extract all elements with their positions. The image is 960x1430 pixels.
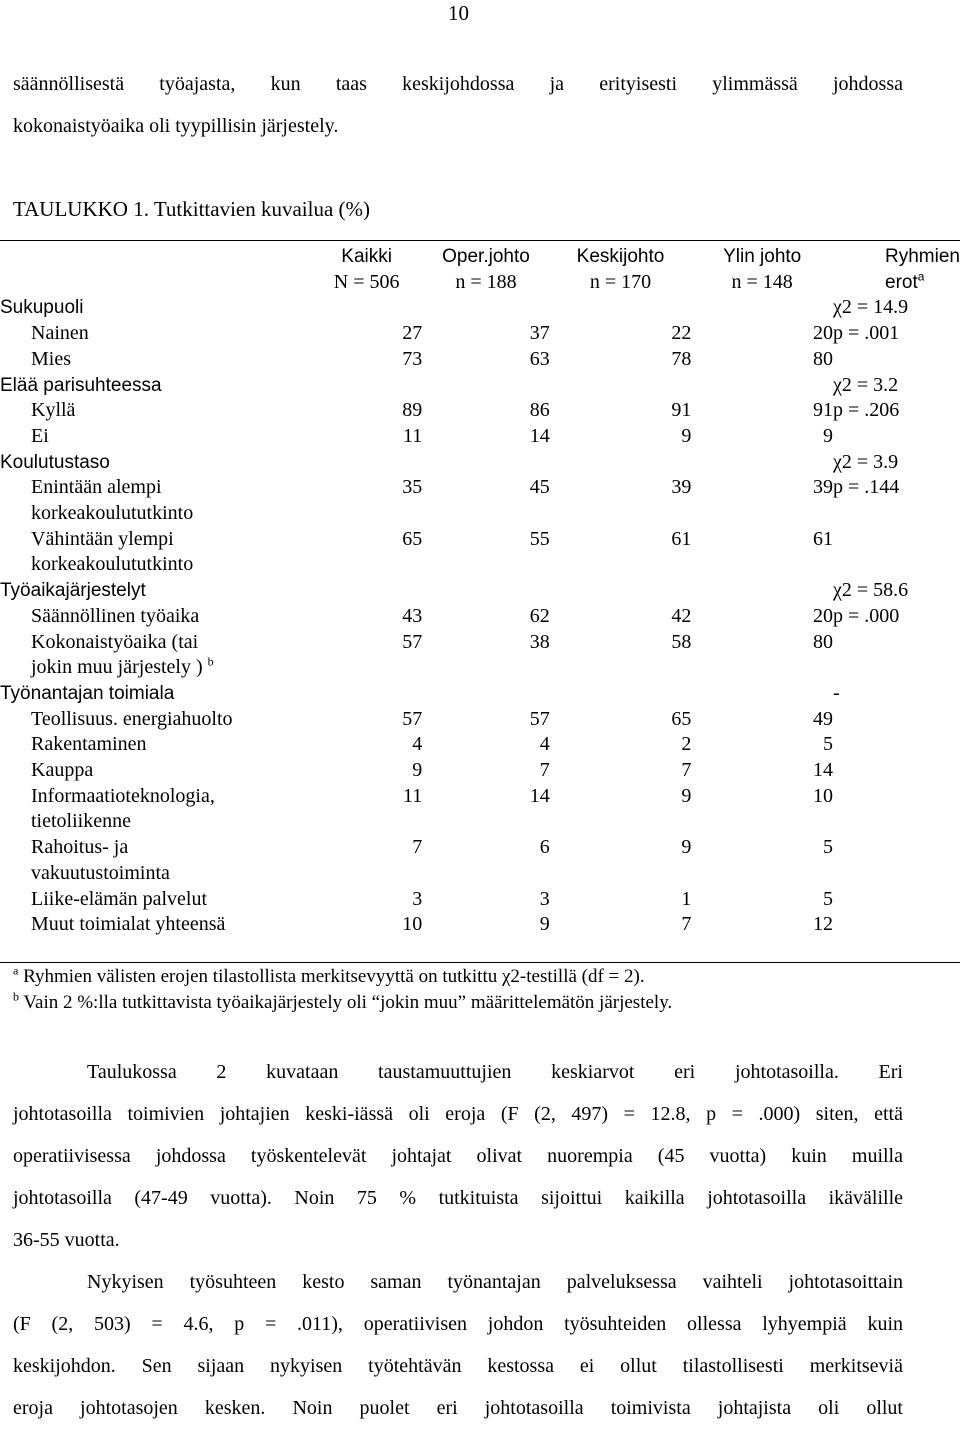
row-label-continuation (0, 861, 311, 887)
row-label (0, 424, 311, 450)
value-cell: 89 (402, 399, 423, 422)
value-cell (422, 373, 549, 399)
value-cell (311, 450, 422, 476)
row-label (0, 887, 311, 913)
value-cell: 9 (681, 784, 692, 807)
value-cell: 80 (813, 347, 834, 370)
group-difference-cell (833, 501, 960, 527)
intro-line: säännöllisestä työajasta, kun taas keskijohdossa ja erityisesti ylimmässä johdossa (13, 73, 903, 95)
row-label-text: Muut toimialat yhteensä (31, 913, 226, 936)
table-top-rule (0, 240, 960, 241)
table-row (0, 475, 960, 501)
row-label-text: Kyllä (31, 399, 76, 422)
table-row (0, 578, 960, 604)
value-cell (422, 681, 549, 707)
value-cell: 11 (402, 784, 423, 807)
header-top-n: n = 148 (731, 270, 793, 293)
body-line: operatiivisessa johdossa työskentelevät johtajat olivat nuorempia (45 vuotta) kuin muilla (13, 1145, 903, 1167)
table-bottom-rule (0, 962, 960, 963)
group-difference-cell (833, 758, 960, 784)
group-difference-cell: p = .206 (833, 399, 900, 422)
value-cell (311, 501, 422, 527)
group-difference-cell (833, 707, 960, 733)
value-cell (422, 552, 549, 578)
group-difference-cell (833, 347, 960, 373)
table-row (0, 321, 960, 347)
value-cell (691, 295, 833, 321)
header-all: Kaikki (341, 246, 392, 267)
table-footnotes (13, 964, 672, 1016)
value-cell (550, 681, 692, 707)
row-label (0, 912, 311, 938)
value-cell (422, 861, 549, 887)
group-difference-cell (833, 424, 960, 450)
row-label-text: tietoliikenne (31, 810, 131, 833)
body-paragraphs (13, 1050, 903, 1428)
table-row (0, 552, 960, 578)
group-difference-cell (833, 732, 960, 758)
table-row (0, 912, 960, 938)
value-cell: 22 (671, 322, 692, 345)
value-cell (691, 552, 833, 578)
value-cell: 49 (813, 707, 834, 730)
value-cell (311, 552, 422, 578)
value-cell: 91 (671, 399, 692, 422)
value-cell: 55 (529, 527, 550, 550)
row-label-continuation (0, 809, 311, 835)
value-cell (311, 655, 422, 681)
value-cell (311, 681, 422, 707)
group-difference-cell (833, 809, 960, 835)
table-row (0, 424, 960, 450)
value-cell (311, 373, 422, 399)
group-label (0, 578, 311, 604)
value-cell: 86 (529, 399, 550, 422)
group-difference-cell (833, 887, 960, 913)
group-difference-cell (833, 552, 960, 578)
header-empty (0, 244, 311, 270)
value-cell (311, 295, 422, 321)
value-cell (311, 809, 422, 835)
value-cell: 5 (823, 887, 834, 910)
value-cell: 35 (402, 476, 423, 499)
table-row (0, 887, 960, 913)
row-label-text: Työnantajan toimiala (0, 682, 175, 704)
value-cell: 9 (681, 836, 692, 859)
value-cell (422, 809, 549, 835)
value-cell: 27 (402, 322, 423, 345)
body-line: (F (2, 503) = 4.6, p = .011), operatiivisen johdon työsuhteiden ollessa lyhyempiä kuin (13, 1313, 903, 1335)
row-label-text: jokin muu järjestely ) (31, 656, 203, 679)
group-difference-cell (833, 630, 960, 656)
value-cell: 10 (402, 913, 423, 936)
value-cell (550, 450, 692, 476)
table-row (0, 398, 960, 424)
value-cell: 6 (539, 836, 550, 859)
row-label-text: Liike-elämän palvelut (31, 887, 208, 910)
value-cell: 62 (529, 604, 550, 627)
data-table (0, 244, 960, 938)
header-top: Ylin johto (723, 246, 802, 267)
row-label-text: korkeakoulututkinto (31, 502, 194, 525)
body-line: Nykyisen työsuhteen kesto saman työnantajan palveluksessa vaihteli johtotasoittain (87, 1271, 903, 1293)
table-row (0, 347, 960, 373)
value-cell: 57 (402, 630, 423, 653)
row-label-text: Mies (31, 347, 71, 370)
group-difference-cell (833, 527, 960, 553)
row-label (0, 398, 311, 424)
row-label (0, 604, 311, 630)
group-label (0, 373, 311, 399)
value-cell: 42 (671, 604, 692, 627)
group-difference-cell (833, 912, 960, 938)
row-label-text: Sukupuoli (0, 297, 84, 319)
group-difference-cell: χ2 = 58.6 (833, 579, 909, 602)
intro-paragraph (13, 62, 903, 146)
body-line: johtotasoilla (47-49 vuotta). Noin 75 % tutkituista sijoittui kaikilla johtotasoilla ikävälille (13, 1187, 903, 1209)
value-cell: 57 (402, 707, 423, 730)
footnote-a (13, 964, 672, 990)
value-cell: 9 (823, 424, 834, 447)
value-cell: 12 (813, 913, 834, 936)
value-cell: 57 (529, 707, 550, 730)
value-cell (550, 578, 692, 604)
footnote-mark: a (13, 963, 19, 978)
row-label (0, 758, 311, 784)
value-cell (422, 655, 549, 681)
value-cell: 14 (529, 424, 550, 447)
row-label-text: korkeakoulututkinto (31, 553, 194, 576)
value-cell (691, 501, 833, 527)
table-row (0, 732, 960, 758)
value-cell: 3 (539, 887, 550, 910)
value-cell: 7 (412, 836, 423, 859)
value-cell: 20 (813, 604, 834, 627)
row-label-text: Elää parisuhteessa (0, 374, 162, 396)
value-cell (422, 450, 549, 476)
value-cell: 38 (529, 630, 550, 653)
group-label (0, 450, 311, 476)
table-row (0, 681, 960, 707)
value-cell: 20 (813, 322, 834, 345)
row-label (0, 630, 311, 656)
group-difference-cell: p = .144 (833, 476, 900, 499)
header-diff-sup: a (917, 269, 925, 284)
row-label (0, 475, 311, 501)
header-all-n: N = 506 (333, 270, 400, 293)
value-cell: 91 (813, 399, 834, 422)
row-label-text: Koulutustaso (0, 451, 110, 473)
value-cell (311, 861, 422, 887)
row-label-text: Rahoitus- ja (31, 836, 129, 859)
value-cell: 4 (539, 733, 550, 756)
value-cell: 65 (671, 707, 692, 730)
header-empty (0, 270, 311, 296)
body-line: johtotasoilla toimivien johtajien keski-iässä oli eroja (F (2, 497) = 12.8, p = .000) siten, että (13, 1103, 903, 1125)
row-label-text: Informaatioteknologia, (31, 784, 215, 807)
table-row (0, 604, 960, 630)
header-middle-n: n = 170 (589, 270, 652, 293)
value-cell (550, 552, 692, 578)
value-cell (422, 501, 549, 527)
footnote-ref: b (207, 654, 214, 669)
value-cell (311, 578, 422, 604)
footnote-text: Ryhmien välisten erojen tilastollista merkitsevyyttä on tutkittu χ2-testillä (df = 2). (18, 966, 645, 987)
row-label-text: Ei (31, 424, 49, 447)
table-row (0, 501, 960, 527)
header-diff-2 (833, 270, 960, 296)
value-cell: 58 (671, 630, 692, 653)
table-row (0, 784, 960, 810)
table-row (0, 861, 960, 887)
group-difference-cell: χ2 = 3.9 (833, 450, 899, 473)
value-cell (691, 861, 833, 887)
row-label-text: Työaikajärjestelyt (0, 580, 146, 602)
table-caption: TAULUKKO 1. Tutkittavien kuvailua (%) (13, 197, 371, 221)
value-cell: 37 (529, 322, 550, 345)
row-label-text: Vähintään ylempi (31, 527, 174, 550)
value-cell (691, 450, 833, 476)
header-oper-n: n = 188 (455, 270, 517, 293)
value-cell: 14 (813, 759, 834, 782)
value-cell: 80 (813, 630, 834, 653)
table-row (0, 527, 960, 553)
value-cell (550, 655, 692, 681)
group-difference-cell: p = .000 (833, 604, 900, 627)
value-cell (422, 578, 549, 604)
page-number: 10 (448, 1, 469, 25)
row-label (0, 835, 311, 861)
group-difference-cell: - (833, 681, 840, 704)
value-cell (691, 578, 833, 604)
table-body (0, 295, 960, 938)
table-row (0, 295, 960, 321)
value-cell (691, 655, 833, 681)
row-label-text: Kokonaistyöaika (tai (31, 630, 199, 653)
value-cell: 9 (412, 759, 423, 782)
value-cell (691, 681, 833, 707)
table-header-row (0, 244, 960, 270)
value-cell: 39 (813, 476, 834, 499)
value-cell: 45 (529, 476, 550, 499)
value-cell: 39 (671, 476, 692, 499)
header-oper: Oper.johto (442, 246, 530, 267)
row-label-text: Säännöllinen työaika (31, 604, 200, 627)
value-cell: 1 (681, 887, 692, 910)
value-cell (691, 373, 833, 399)
intro-line: kokonaistyöaika oli tyypillisin järjestely. (13, 115, 339, 137)
group-difference-cell (833, 835, 960, 861)
value-cell: 5 (823, 733, 834, 756)
table-row (0, 655, 960, 681)
value-cell: 11 (402, 424, 423, 447)
group-difference-cell (833, 861, 960, 887)
table-header-row-n (0, 270, 960, 296)
value-cell (691, 809, 833, 835)
value-cell: 14 (529, 784, 550, 807)
row-label-continuation (0, 501, 311, 527)
group-label (0, 681, 311, 707)
row-label (0, 527, 311, 553)
value-cell: 61 (671, 527, 692, 550)
row-label (0, 732, 311, 758)
value-cell (550, 295, 692, 321)
table-row (0, 630, 960, 656)
table-row (0, 707, 960, 733)
group-difference-cell (833, 784, 960, 810)
footnote-b (13, 990, 672, 1016)
value-cell: 7 (539, 759, 550, 782)
value-cell: 5 (823, 836, 834, 859)
value-cell: 7 (681, 913, 692, 936)
value-cell: 2 (681, 733, 692, 756)
header-diff-label: erot (885, 271, 918, 293)
value-cell (550, 373, 692, 399)
row-label-text: vakuutustoiminta (31, 861, 170, 884)
value-cell (550, 501, 692, 527)
value-cell: 78 (671, 347, 692, 370)
value-cell (550, 861, 692, 887)
row-label-text: Kauppa (31, 759, 94, 782)
row-label-text: Teollisuus. energiahuolto (31, 707, 233, 730)
value-cell: 10 (813, 784, 834, 807)
table-row (0, 373, 960, 399)
row-label (0, 707, 311, 733)
header-diff: Ryhmien (885, 246, 960, 267)
value-cell: 7 (681, 759, 692, 782)
table-row (0, 450, 960, 476)
group-label (0, 295, 311, 321)
row-label-continuation (0, 655, 311, 681)
body-line: eroja johtotasojen kesken. Noin puolet eri johtotasoilla toimivista johtajista oli ollut (13, 1397, 903, 1419)
group-difference-cell: χ2 = 14.9 (833, 296, 909, 319)
body-line: 36-55 vuotta. (13, 1229, 120, 1251)
table-row (0, 758, 960, 784)
footnote-mark: b (13, 989, 19, 1004)
body-line: keskijohdon. Sen sijaan nykyisen työtehtävän kestossa ei ollut tilastollisesti merkitseviä (13, 1355, 903, 1377)
row-label-text: Enintään alempi (31, 476, 162, 499)
body-line: Taulukossa 2 kuvataan taustamuuttujien keskiarvot eri johtotasoilla. Eri (87, 1061, 903, 1083)
value-cell: 63 (529, 347, 550, 370)
row-label-text: Nainen (31, 322, 89, 345)
row-label (0, 784, 311, 810)
table-row (0, 809, 960, 835)
value-cell: 9 (539, 913, 550, 936)
row-label-text: Rakentaminen (31, 733, 147, 756)
row-label (0, 347, 311, 373)
header-middle: Keskijohto (576, 246, 665, 267)
value-cell: 9 (681, 424, 692, 447)
footnote-text: Vain 2 %:lla tutkittavista työaikajärjestely oli “jokin muu” määrittelemätön järjestely. (19, 992, 673, 1013)
value-cell: 3 (412, 887, 423, 910)
group-difference-cell (833, 655, 960, 681)
value-cell (550, 809, 692, 835)
value-cell: 43 (402, 604, 423, 627)
value-cell (422, 295, 549, 321)
value-cell: 4 (412, 733, 423, 756)
value-cell: 61 (813, 527, 834, 550)
value-cell: 73 (402, 347, 423, 370)
group-difference-cell: p = .001 (833, 322, 900, 345)
row-label (0, 321, 311, 347)
table-row (0, 835, 960, 861)
row-label-continuation (0, 552, 311, 578)
value-cell: 65 (402, 527, 423, 550)
group-difference-cell: χ2 = 3.2 (833, 373, 899, 396)
